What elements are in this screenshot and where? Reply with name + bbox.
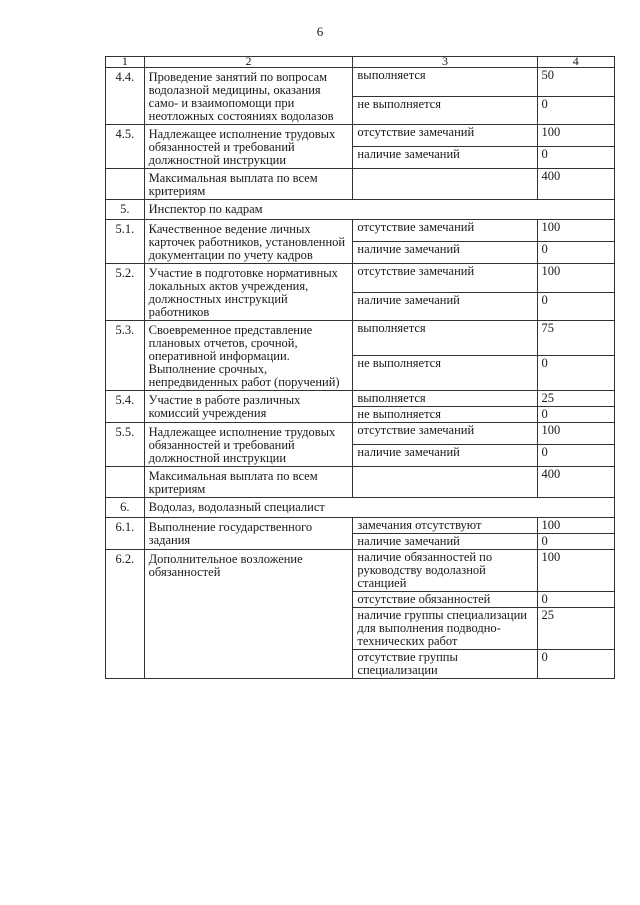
empty-cell <box>106 169 145 200</box>
criterion-value: 100 <box>537 125 615 147</box>
table-row <box>106 220 615 242</box>
criterion-label: отсутствие замечаний <box>353 423 537 445</box>
header-cell-1: 1 <box>106 57 145 68</box>
header-cell-2: 2 <box>144 57 353 68</box>
criterion-label: наличие группы специализации для выполнения подводно-технических работ <box>353 608 537 650</box>
criterion-value: 100 <box>537 550 615 592</box>
item-name: Проведение занятий по вопросам водолазной медицины, оказания само- и взаимопомощи при неотложных состояниях водолазов <box>144 68 353 125</box>
criterion-label: не выполняется <box>353 356 537 391</box>
item-number: 5.5. <box>106 423 145 467</box>
criteria-table <box>105 56 615 679</box>
section-number: 6. <box>106 498 145 518</box>
item-number: 6.2. <box>106 550 145 679</box>
table-row <box>106 391 615 407</box>
criterion-label: замечания отсутствуют <box>353 518 537 534</box>
item-name: Участие в подготовке нормативных локальных актов учреждения, должностных инструкций работников <box>144 264 353 321</box>
section-row <box>106 200 615 220</box>
max-payment-label: Максимальная выплата по всем критериям <box>144 169 353 200</box>
criterion-label: наличие обязанностей по руководству водолазной станцией <box>353 550 537 592</box>
table-row <box>106 550 615 592</box>
criterion-value: 0 <box>537 445 615 467</box>
item-name: Дополнительное возложение обязанностей <box>144 550 353 679</box>
criterion-label: выполняется <box>353 321 537 356</box>
section-title: Водолаз, водолазный специалист <box>144 498 614 518</box>
max-payment-row <box>106 169 615 200</box>
empty-cell <box>106 467 145 498</box>
max-payment-value: 400 <box>537 467 615 498</box>
item-name: Надлежащее исполнение трудовых обязанностей и требований должностной инструкции <box>144 423 353 467</box>
criterion-value: 50 <box>537 68 615 97</box>
criterion-label: наличие замечаний <box>353 445 537 467</box>
criterion-value: 0 <box>537 592 615 608</box>
criterion-label: отсутствие группы специализации <box>353 650 537 679</box>
header-row <box>106 57 615 68</box>
item-name: Участие в работе различных комиссий учреждения <box>144 391 353 423</box>
item-number: 5.3. <box>106 321 145 391</box>
section-title: Инспектор по кадрам <box>144 200 614 220</box>
criterion-label: не выполняется <box>353 407 537 423</box>
criterion-label: отсутствие замечаний <box>353 220 537 242</box>
criterion-label: наличие замечаний <box>353 534 537 550</box>
criterion-label: выполняется <box>353 391 537 407</box>
criterion-value: 100 <box>537 220 615 242</box>
table-row <box>106 518 615 534</box>
table-row <box>106 68 615 97</box>
item-number: 5.1. <box>106 220 145 264</box>
criterion-value: 0 <box>537 242 615 264</box>
item-number: 4.4. <box>106 68 145 125</box>
criterion-value: 0 <box>537 356 615 391</box>
empty-cell <box>353 169 537 200</box>
criterion-label: отсутствие обязанностей <box>353 592 537 608</box>
criterion-label: отсутствие замечаний <box>353 264 537 293</box>
criterion-value: 0 <box>537 534 615 550</box>
criterion-value: 100 <box>537 423 615 445</box>
max-payment-row <box>106 467 615 498</box>
criterion-value: 75 <box>537 321 615 356</box>
table-row <box>106 321 615 356</box>
criterion-label: наличие замечаний <box>353 242 537 264</box>
item-name: Выполнение государственного задания <box>144 518 353 550</box>
criterion-value: 25 <box>537 608 615 650</box>
criterion-value: 0 <box>537 407 615 423</box>
item-name: Надлежащее исполнение трудовых обязанностей и требований должностной инструкции <box>144 125 353 169</box>
criterion-value: 0 <box>537 650 615 679</box>
criterion-label: не выполняется <box>353 96 537 125</box>
item-name: Своевременное представление плановых отчетов, срочной, оперативной информации. Выполнение срочных, непредвиденных работ (поручений) <box>144 321 353 391</box>
criterion-value: 0 <box>537 147 615 169</box>
criterion-value: 100 <box>537 264 615 293</box>
criterion-label: наличие замечаний <box>353 147 537 169</box>
table-row <box>106 423 615 445</box>
section-row <box>106 498 615 518</box>
item-number: 5.2. <box>106 264 145 321</box>
header-cell-3: 3 <box>353 57 537 68</box>
empty-cell <box>353 467 537 498</box>
table-row <box>106 125 615 147</box>
criteria-table-body <box>106 54 615 679</box>
max-payment-value: 400 <box>537 169 615 200</box>
criterion-value: 0 <box>537 96 615 125</box>
item-number: 4.5. <box>106 125 145 169</box>
item-name: Качественное ведение личных карточек работников, установленной документации по учету кадров <box>144 220 353 264</box>
criterion-value: 100 <box>537 518 615 534</box>
header-cell-4: 4 <box>537 57 615 68</box>
criterion-label: наличие замечаний <box>353 292 537 321</box>
table-row <box>106 264 615 293</box>
criterion-value: 25 <box>537 391 615 407</box>
criterion-label: выполняется <box>353 68 537 97</box>
max-payment-label: Максимальная выплата по всем критериям <box>144 467 353 498</box>
item-number: 6.1. <box>106 518 145 550</box>
item-number: 5.4. <box>106 391 145 423</box>
criterion-value: 0 <box>537 292 615 321</box>
criterion-label: отсутствие замечаний <box>353 125 537 147</box>
section-number: 5. <box>106 200 145 220</box>
page-number: 6 <box>316 24 324 39</box>
